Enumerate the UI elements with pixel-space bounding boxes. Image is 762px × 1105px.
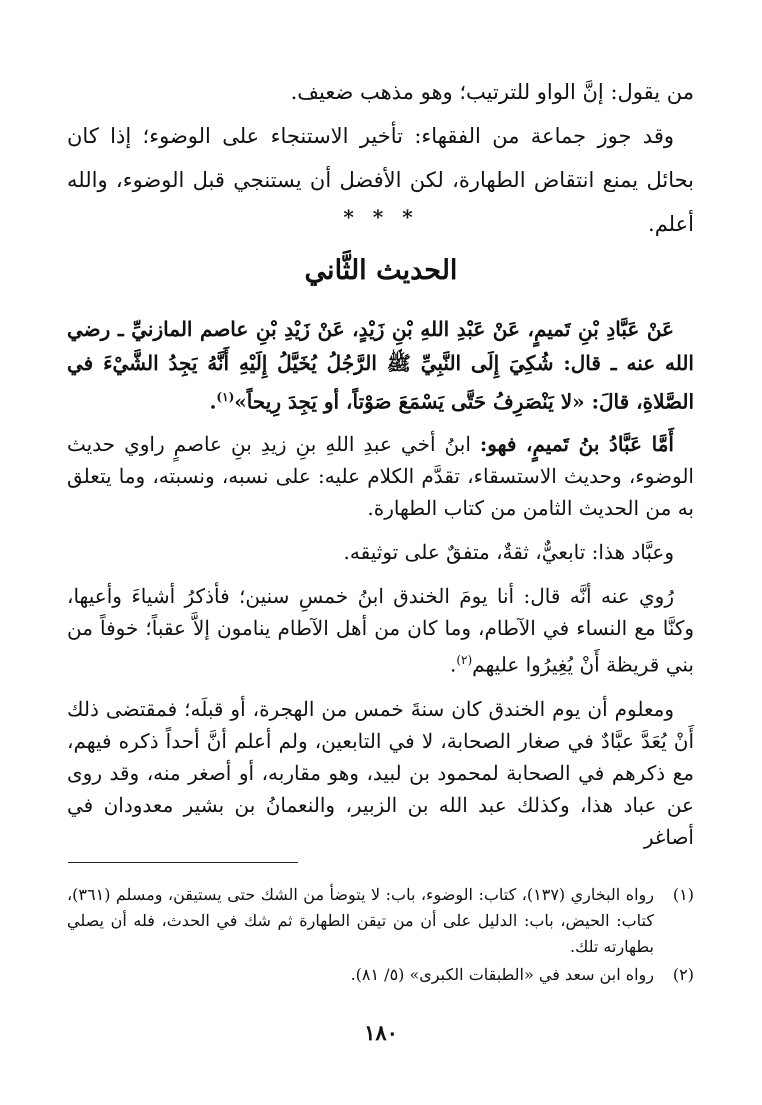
commentary-section [67, 428, 694, 865]
footnote-number: (١) [672, 885, 694, 904]
paragraph-3-period: . [449, 652, 457, 677]
page-number: ١٨٠ [364, 1020, 398, 1045]
section-separator: * * * [343, 205, 419, 229]
hadith-period: . [209, 389, 217, 414]
footnote-text: رواه ابن سعد في «الطبقات الكبرى» (٥/ ٨١). [350, 965, 654, 984]
commentary-paragraph-1 [67, 428, 694, 524]
hadith-text-block [67, 312, 694, 419]
commentary-paragraph-3 [67, 580, 694, 681]
footnote-1 [67, 882, 694, 960]
footnotes [67, 882, 694, 990]
narrator-heading: أَمَّا عَبَّادُ بنُ تَميمٍ، فهو: [479, 432, 674, 456]
footnote-divider [68, 862, 298, 863]
footnote-ref-2: (٢) [456, 653, 473, 667]
hadith-title: الحديث الثَّاني [304, 255, 458, 286]
commentary-paragraph-2: وعبَّاد هذا: تابعيٌّ، ثقةٌ، متفقٌ على توثيقه. [343, 540, 674, 564]
footnote-ref-1: (١) [216, 390, 235, 404]
intro-paragraph-1: من يقول: إنَّ الواو للترتيب؛ وهو مذهب ضعيف. [290, 80, 694, 104]
intro-paragraph-2: وقد جوز جماعة من الفقهاء: تأخير الاستنجاء على الوضوء؛ إذا كان بحائل يمنع انتقاض الطهارة، لكن الأفضل أن يستنجي قبل الوضوء، والله أعلم. [67, 124, 694, 236]
commentary-paragraph-3-text: رُوي عنه أنَّه قال: أنا يومَ الخندق ابنُ خمسِ سنين؛ فأذكرُ أشياءَ وأعيها، وكنَّا مع النساء في الآطام، وما كان من أهل الآطام ينامون إلاَّ عقباً؛ خوفاً من بني قريظة أَنْ يُغِيرُوا عليهم [67, 584, 694, 677]
commentary-paragraph-4: ومعلوم أن يوم الخندق كان سنةَ خمس من الهجرة، أو قبلَه؛ فمقتضى ذلك أَنْ يُعَدَّ عبَّادٌ في صغار الصحابة، لا في التابعين، ولم أعلم أنَّ أحداً ذكره فيهم، مع ذكرهم في الصحابة لمحمود بن لبيد، وهو مقاربه، أو أصغر منه، وقد روى عن عباد هذا، وكذلك عبد الله بن الزبير، والنعمانُ بن بشير معدودان في أصاغر [67, 696, 694, 849]
commentary-paragraph-1-text: ابنُ أخي عبدِ اللهِ بنِ زيدِ بنِ عاصمٍ راوي حديث الوضوء، وحديث الاستسقاء، تقدَّم الكلام عليه: على نسبه، ونسبته، وما يتعلق به من الحديث الثامن من كتاب الطهارة. [67, 432, 694, 520]
hadith-text: عَنْ عَبَّادِ بْنِ تَميمٍ، عَنْ عَبْدِ اللهِ بْنِ زَيْدٍ، عَنْ زَيْدِ بْنِ عاصم المازنيِّ ـ رضي الله عنه ـ قال: شُكِيَ إِلَى النَّبِيِّ ﷺ الرَّجُلُ يُخَيَّلُ إِلَيْهِ أَنَّهُ يَجِدُ الشَّيْءَ في الصَّلاةِ، قالَ: «لا يَنْصَرِفُ حَتَّى يَسْمَعَ صَوْتاً، أو يَجِدَ رِيحاً» [67, 317, 694, 414]
footnote-text: رواه البخاري (١٣٧)، كتاب: الوضوء، باب: لا يتوضأ من الشك حتى يستيقن، ومسلم (٣٦١)، كتاب: الحيض، باب: الدليل على أن من تيقن الطهارة ثم شك في الحدث، فله أن يصلي بطهارته تلك. [67, 885, 655, 956]
hadith-paragraph [67, 312, 694, 419]
footnote-number: (٢) [672, 965, 694, 984]
footnote-2 [67, 962, 694, 988]
